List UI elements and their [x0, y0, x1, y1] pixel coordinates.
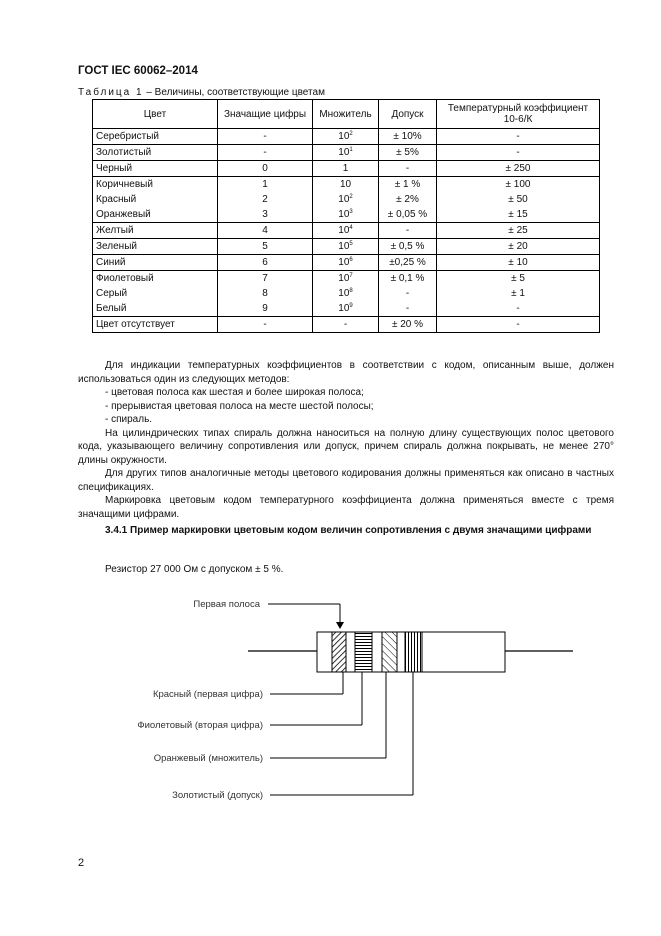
cell-tolerance: -: [379, 286, 437, 301]
list-item: - спираль.: [105, 414, 153, 425]
cell-color: Коричневый: [93, 177, 218, 193]
cell-color: Белый: [93, 301, 218, 317]
column-header-temp-coefficient: Температурный коэффициент 10-6/К: [437, 100, 600, 129]
cell-digits: 9: [218, 301, 313, 317]
column-header-tolerance: Допуск: [379, 100, 437, 129]
table-row: [93, 129, 600, 145]
multiplier-exponent: 7: [349, 273, 353, 279]
cell-tolerance: -: [379, 301, 437, 317]
table-body: [93, 129, 600, 333]
table-caption-prefix: Таблица 1: [78, 87, 144, 98]
cell-digits: 6: [218, 255, 313, 271]
cell-temp-coefficient: ± 50: [437, 192, 600, 207]
cell-tolerance: ± 0,05 %: [379, 207, 437, 223]
table-row: [93, 145, 600, 161]
multiplier-exponent: 2: [349, 131, 353, 137]
band-orange: [382, 632, 397, 672]
multiplier-exponent: 6: [349, 257, 353, 263]
column-header-color: Цвет: [93, 100, 218, 129]
cell-temp-coefficient: ± 1: [437, 286, 600, 301]
multiplier-base: 10: [338, 209, 350, 220]
cell-digits: -: [218, 145, 313, 161]
cell-color: Цвет отсутствует: [93, 317, 218, 333]
page-number: 2: [78, 857, 85, 869]
cell-temp-coefficient: ± 5: [437, 271, 600, 287]
multiplier-exponent: 9: [349, 303, 353, 309]
cell-temp-coefficient: ± 20: [437, 239, 600, 255]
cell-color: Оранжевый: [93, 207, 218, 223]
multiplier-exponent: 3: [349, 209, 353, 215]
cell-multiplier: [313, 255, 379, 271]
label-red: Красный (первая цифра): [152, 689, 263, 700]
list-item: - цветовая полоса как шестая и более широкая полоса;: [105, 387, 364, 398]
cell-digits: 0: [218, 161, 313, 177]
cell-multiplier: [313, 239, 379, 255]
arrow-first-band: [336, 622, 344, 629]
cell-tolerance: ±0,25 %: [379, 255, 437, 271]
cell-multiplier: [313, 129, 379, 145]
table-row: [93, 301, 600, 317]
multiplier-base: 10: [338, 303, 350, 314]
multiplier-base: 10: [338, 194, 350, 205]
cell-temp-coefficient: -: [437, 317, 600, 333]
paragraph-methods: Для индикации температурных коэффициентов в соответствии с кодом, описанным выше, должен использоваться один из следующих методов:: [78, 360, 614, 385]
cell-digits: 2: [218, 192, 313, 207]
example-resistor-text: Резистор 27 000 Ом с допуском ± 5 %.: [105, 564, 284, 575]
cell-color: Серебристый: [93, 129, 218, 145]
table-row: [93, 177, 600, 193]
table-row: [93, 255, 600, 271]
band-red: [332, 632, 346, 672]
table-row: [93, 192, 600, 207]
multiplier-exponent: 2: [349, 194, 353, 200]
cell-multiplier: [313, 317, 379, 333]
cell-temp-coefficient: -: [437, 145, 600, 161]
list-item: - прерывистая цветовая полоса на месте шестой полосы;: [105, 400, 374, 412]
cell-multiplier: [313, 145, 379, 161]
table-caption-text: – Величины, соответствующие цветам: [143, 87, 325, 98]
label-gold: Золотистый (допуск): [172, 790, 263, 801]
multiplier-base: 10: [339, 179, 352, 190]
cell-digits: 5: [218, 239, 313, 255]
cell-multiplier: [313, 271, 379, 287]
cell-multiplier: [313, 207, 379, 223]
table-row: [93, 207, 600, 223]
cell-temp-coefficient: ± 25: [437, 223, 600, 239]
table-row: [93, 239, 600, 255]
column-header-multiplier: Множитель: [313, 100, 379, 129]
multiplier-exponent: 8: [349, 288, 353, 294]
cell-multiplier: [313, 223, 379, 239]
cell-tolerance: ± 20 %: [379, 317, 437, 333]
cell-digits: 4: [218, 223, 313, 239]
cell-temp-coefficient: ± 10: [437, 255, 600, 271]
paragraph-spiral: На цилиндрических типах спираль должна наноситься на полную длину существующих полос цветового кода, указывающего величину сопротивления или допуск, причем спираль должна покрывать, не менее 270° длины окружности.: [78, 427, 614, 466]
cell-color: Золотистый: [93, 145, 218, 161]
band-gold: [405, 632, 422, 672]
table-header-row: [93, 100, 600, 129]
cell-color: Синий: [93, 255, 218, 271]
multiplier-base: 10: [338, 288, 350, 299]
cell-multiplier: [313, 161, 379, 177]
table-row: [93, 271, 600, 287]
multiplier-base: 10: [338, 131, 350, 142]
resistor-diagram: [0, 590, 661, 820]
cell-temp-coefficient: -: [437, 301, 600, 317]
multiplier-exponent: 1: [349, 147, 353, 153]
cell-digits: 1: [218, 177, 313, 193]
multiplier-base: 10: [338, 241, 350, 252]
cell-temp-coefficient: -: [437, 129, 600, 145]
multiplier-exponent: 4: [349, 225, 353, 231]
cell-color: Зеленый: [93, 239, 218, 255]
cell-tolerance: ± 2%: [379, 192, 437, 207]
color-values-table: [92, 99, 600, 333]
paragraph-temp-marking: Маркировка цветовым кодом температурного коэффициента должна применяться вместе с тремя значащими цифрами.: [78, 495, 614, 520]
cell-tolerance: -: [379, 223, 437, 239]
cell-digits: -: [218, 129, 313, 145]
cell-color: Фиолетовый: [93, 271, 218, 287]
cell-tolerance: -: [379, 161, 437, 177]
multiplier-exponent: 5: [349, 241, 353, 247]
table-row: [93, 286, 600, 301]
cell-digits: 8: [218, 286, 313, 301]
cell-color: Красный: [93, 192, 218, 207]
cell-tolerance: ± 1 %: [379, 177, 437, 193]
table-row: [93, 223, 600, 239]
cell-multiplier: [313, 301, 379, 317]
cell-multiplier: [313, 192, 379, 207]
cell-tolerance: ± 0,1 %: [379, 271, 437, 287]
cell-digits: 7: [218, 271, 313, 287]
table-caption: [78, 87, 325, 98]
cell-tolerance: ± 10%: [379, 129, 437, 145]
multiplier-base: 1: [342, 163, 349, 174]
section-heading: 3.4.1 Пример маркировки цветовым кодом величин сопротивления с двумя значащими цифрами: [105, 525, 592, 536]
label-orange: Оранжевый (множитель): [153, 753, 263, 764]
multiplier-base: 10: [338, 225, 350, 236]
label-first-band: Первая полоса: [193, 599, 260, 610]
cell-color: Черный: [93, 161, 218, 177]
cell-digits: -: [218, 317, 313, 333]
cell-multiplier: [313, 286, 379, 301]
label-violet: Фиолетовый (вторая цифра): [137, 720, 263, 731]
cell-color: Серый: [93, 286, 218, 301]
multiplier-base: 10: [338, 273, 350, 284]
cell-tolerance: ± 5%: [379, 145, 437, 161]
multiplier-base: -: [343, 319, 348, 330]
band-violet: [355, 632, 372, 672]
body-text: [78, 359, 614, 521]
cell-digits: 3: [218, 207, 313, 223]
cell-color: Желтый: [93, 223, 218, 239]
multiplier-base: 10: [338, 257, 350, 268]
cell-multiplier: [313, 177, 379, 193]
document-header: ГОСТ IEC 60062–2014: [78, 65, 198, 77]
multiplier-base: 10: [338, 147, 350, 158]
table-row: [93, 317, 600, 333]
cell-temp-coefficient: ± 100: [437, 177, 600, 193]
cell-temp-coefficient: ± 250: [437, 161, 600, 177]
column-header-digits: Значащие цифры: [218, 100, 313, 129]
cell-tolerance: ± 0,5 %: [379, 239, 437, 255]
paragraph-other-types: Для других типов аналогичные методы цветового кодирования должны применяться как описано в частных спецификациях.: [78, 468, 614, 493]
table-row: [93, 161, 600, 177]
cell-temp-coefficient: ± 15: [437, 207, 600, 223]
